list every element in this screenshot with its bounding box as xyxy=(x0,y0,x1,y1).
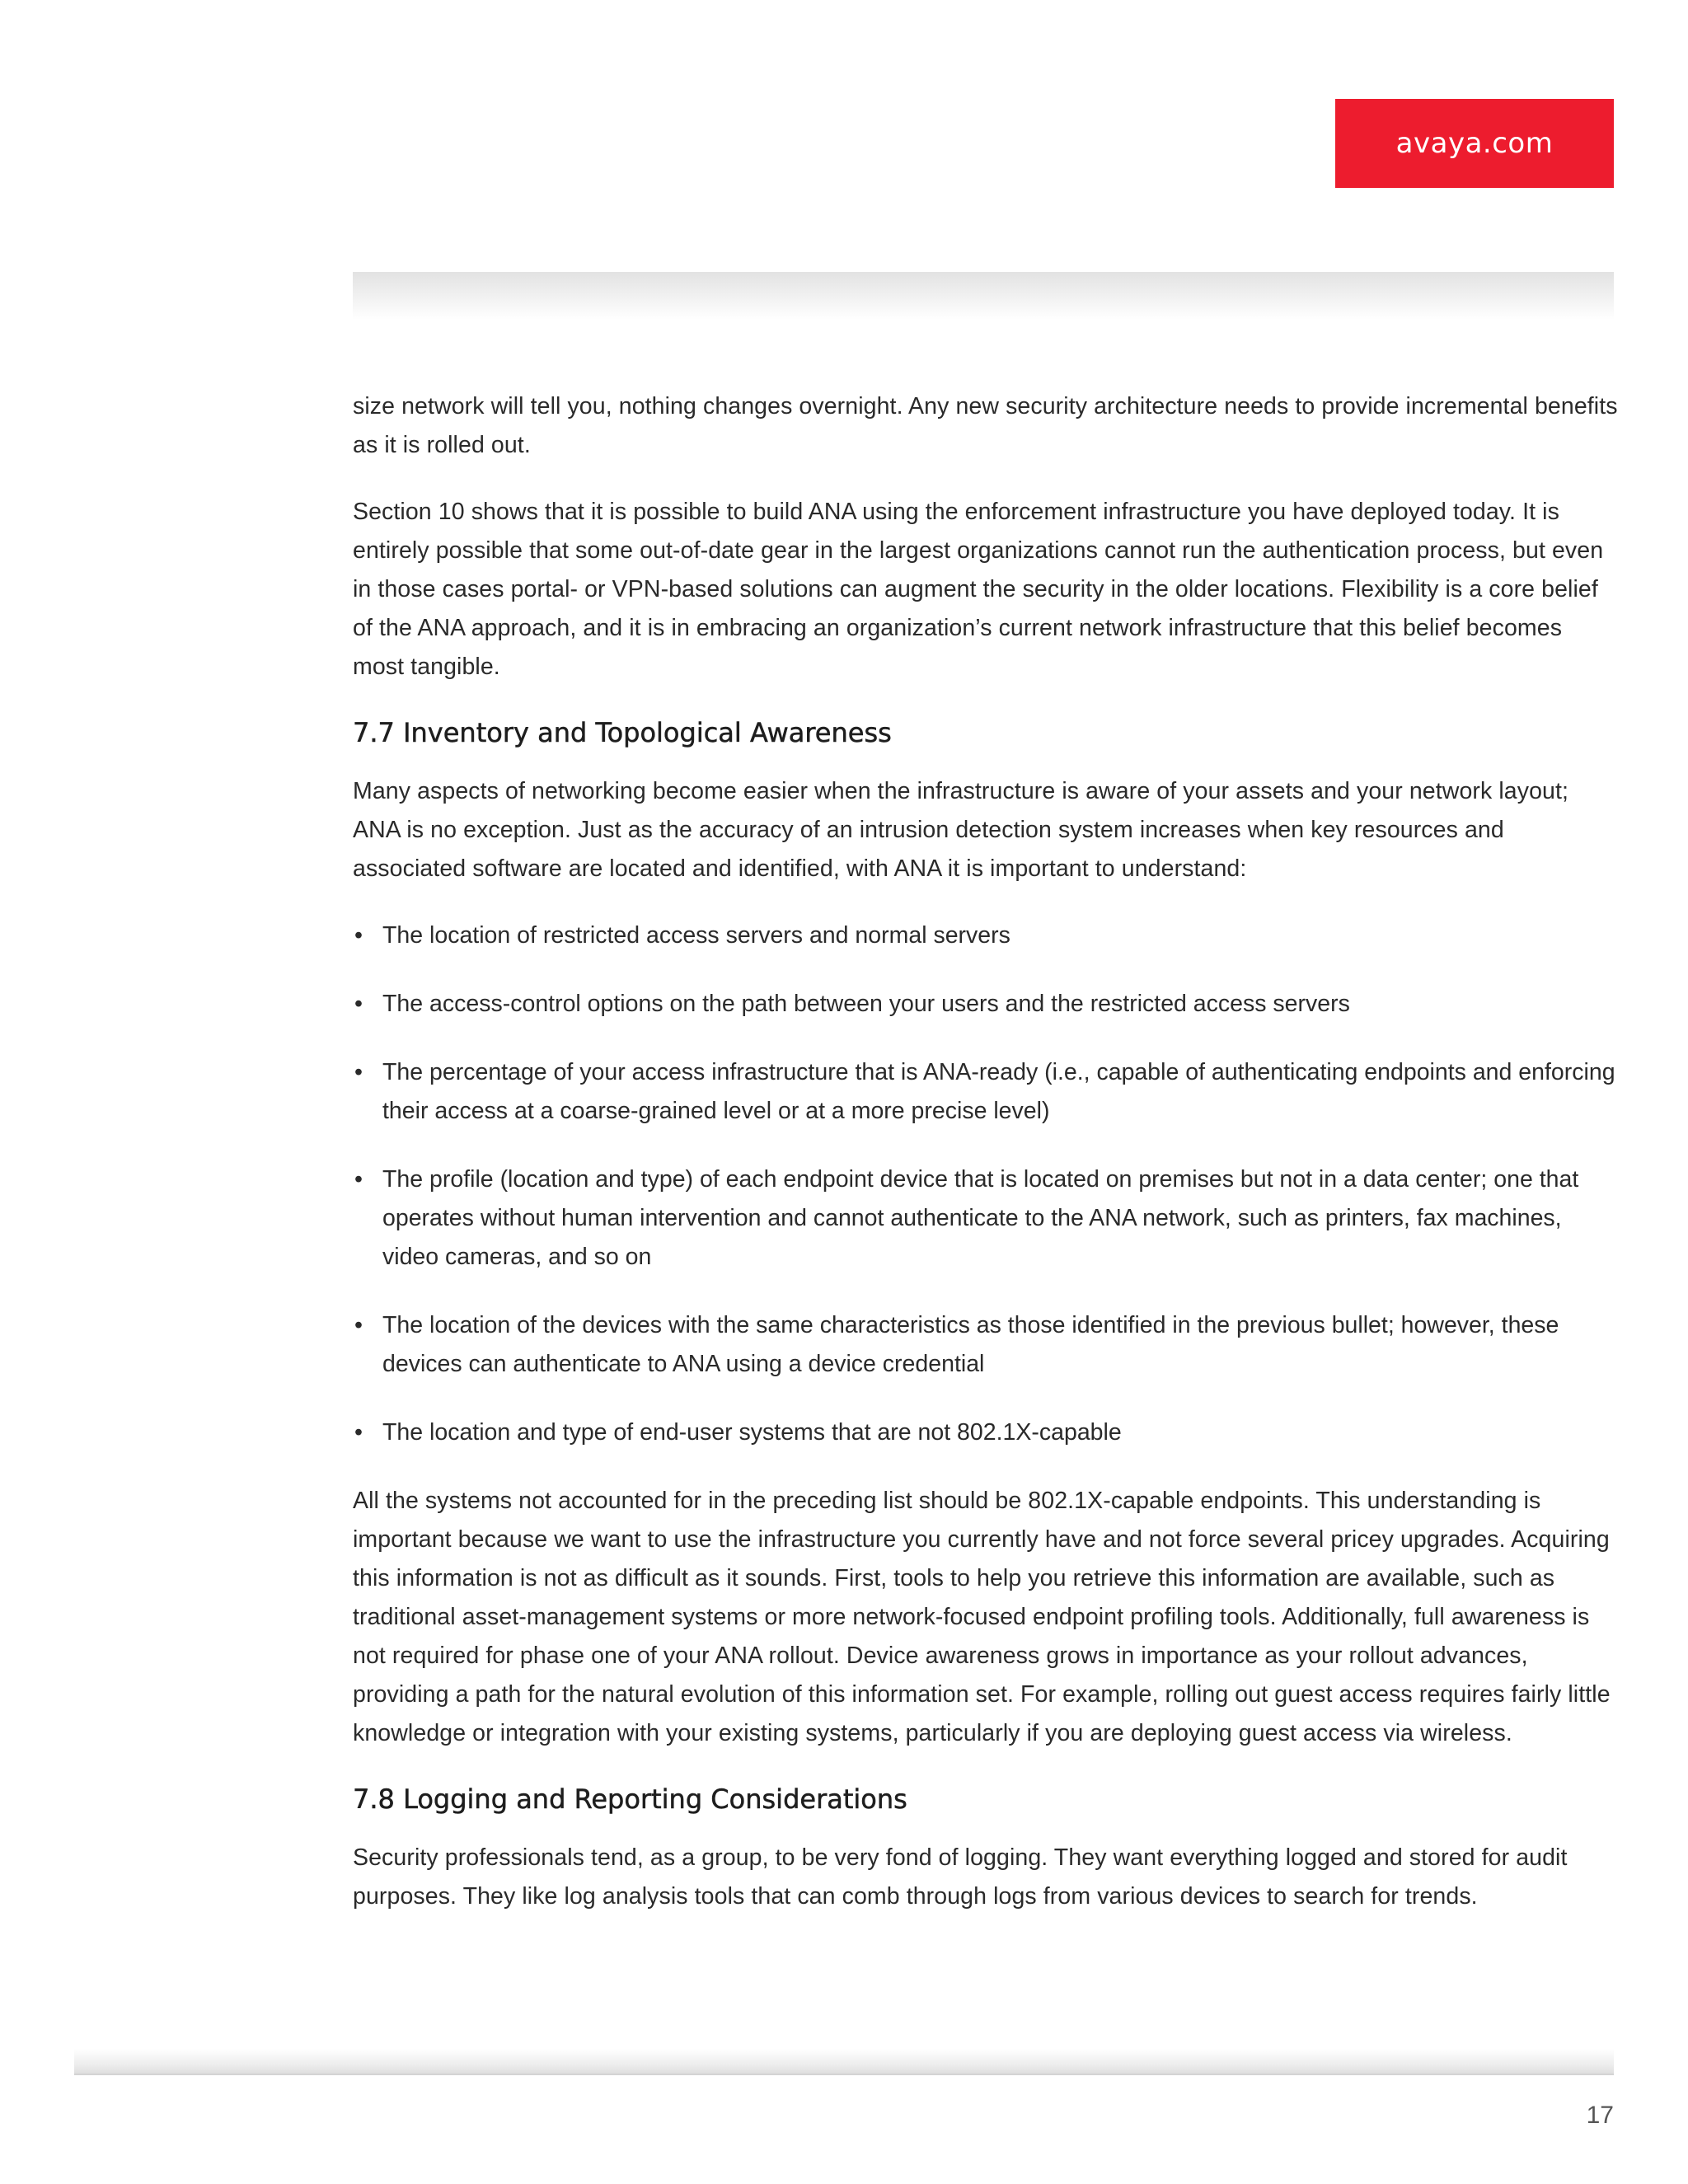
footer-divider xyxy=(74,2049,1614,2075)
list-item xyxy=(353,1413,1619,1452)
section-7-7-heading: 7.7 Inventory and Topological Awareness xyxy=(353,717,892,748)
section-7-7-lead-paragraph: Many aspects of networking become easier when the infrastructure is aware of your assets and your network layout; ANA is no exception. Just as the accuracy of an intrusion detection system increases when key resources and associated software are located and identified, with ANA it is important to understand: xyxy=(353,778,1569,882)
bullet-icon: • xyxy=(354,922,363,949)
awareness-bullet-list xyxy=(353,916,1619,1452)
brand-badge[interactable] xyxy=(1335,99,1614,188)
bullet-icon: • xyxy=(354,1059,363,1085)
list-item-text: The percentage of your access infrastructure that is ANA-ready (i.e., capable of authenticating endpoints and enforcing their access at a coarse-grained level or at a more precise level) xyxy=(382,1059,1615,1124)
bullet-icon: • xyxy=(354,1166,363,1193)
section-7-7-closing-paragraph: All the systems not accounted for in the preceding list should be 802.1X-capable endpoints. This understanding is important because we want to use the infrastructure you currently have and not force several pricey upgrades. Acquiring this information is not as difficult as it sounds. First, tools to help you retrieve this information are available, such as traditional asset-management systems or more network-focused endpoint profiling tools. Additionally, full awareness is not required for phase one of your ANA rollout. Device awareness grows in importance as your rollout advances, providing a path for the natural evolution of this information set. For example, rolling out guest access requires fairly little knowledge or integration with your existing systems, particularly if you are deploying guest access via wireless. xyxy=(353,1488,1611,1746)
list-item-text: The location and type of end-user systems that are not 802.1X-capable xyxy=(382,1419,1122,1446)
section-7-8-paragraph: Security professionals tend, as a group, to be very fond of logging. They want everything logged and stored for audit purposes. They like log analysis tools that can comb through logs from various devices to search for trends. xyxy=(353,1844,1568,1910)
bullet-icon: • xyxy=(354,1419,363,1446)
section-7-8-heading: 7.8 Logging and Reporting Considerations xyxy=(353,1783,907,1815)
intro-paragraph: size network will tell you, nothing changes overnight. Any new security architecture needs to provide incremental benefits as it is rolled out. xyxy=(353,393,1618,458)
bullet-icon: • xyxy=(354,1312,363,1338)
list-item-text: The location of the devices with the same characteristics as those identified in the previous bullet; however, these devices can authenticate to ANA using a device credential xyxy=(382,1312,1559,1377)
header-divider xyxy=(353,272,1614,320)
brand-link-text[interactable]: avaya.com xyxy=(1395,127,1554,160)
list-item xyxy=(353,1053,1619,1131)
list-item xyxy=(353,1160,1619,1277)
list-item-text: The access-control options on the path between your users and the restricted access servers xyxy=(382,991,1350,1017)
list-item xyxy=(353,916,1619,955)
list-item xyxy=(353,985,1619,1024)
list-item xyxy=(353,1306,1619,1384)
page-content xyxy=(353,387,1619,1944)
list-item-text: The profile (location and type) of each endpoint device that is located on premises but not in a data center; one that operates without human intervention and cannot authenticate to the ANA network, such as printers, fax machines, video cameras, and so on xyxy=(382,1166,1579,1270)
page-number: 17 xyxy=(1586,2102,1614,2129)
bullet-icon: • xyxy=(354,991,363,1017)
list-item-text: The location of restricted access servers and normal servers xyxy=(382,922,1010,949)
section10-paragraph: Section 10 shows that it is possible to build ANA using the enforcement infrastructure you have deployed today. It is entirely possible that some out-of-date gear in the largest organizations cannot run the authentication process, but even in those cases portal- or VPN-based solutions can augment the security in the older locations. Flexibility is a core belief of the ANA approach, and it is in embracing an organization’s current network infrastructure that this belief becomes most tangible. xyxy=(353,499,1604,680)
